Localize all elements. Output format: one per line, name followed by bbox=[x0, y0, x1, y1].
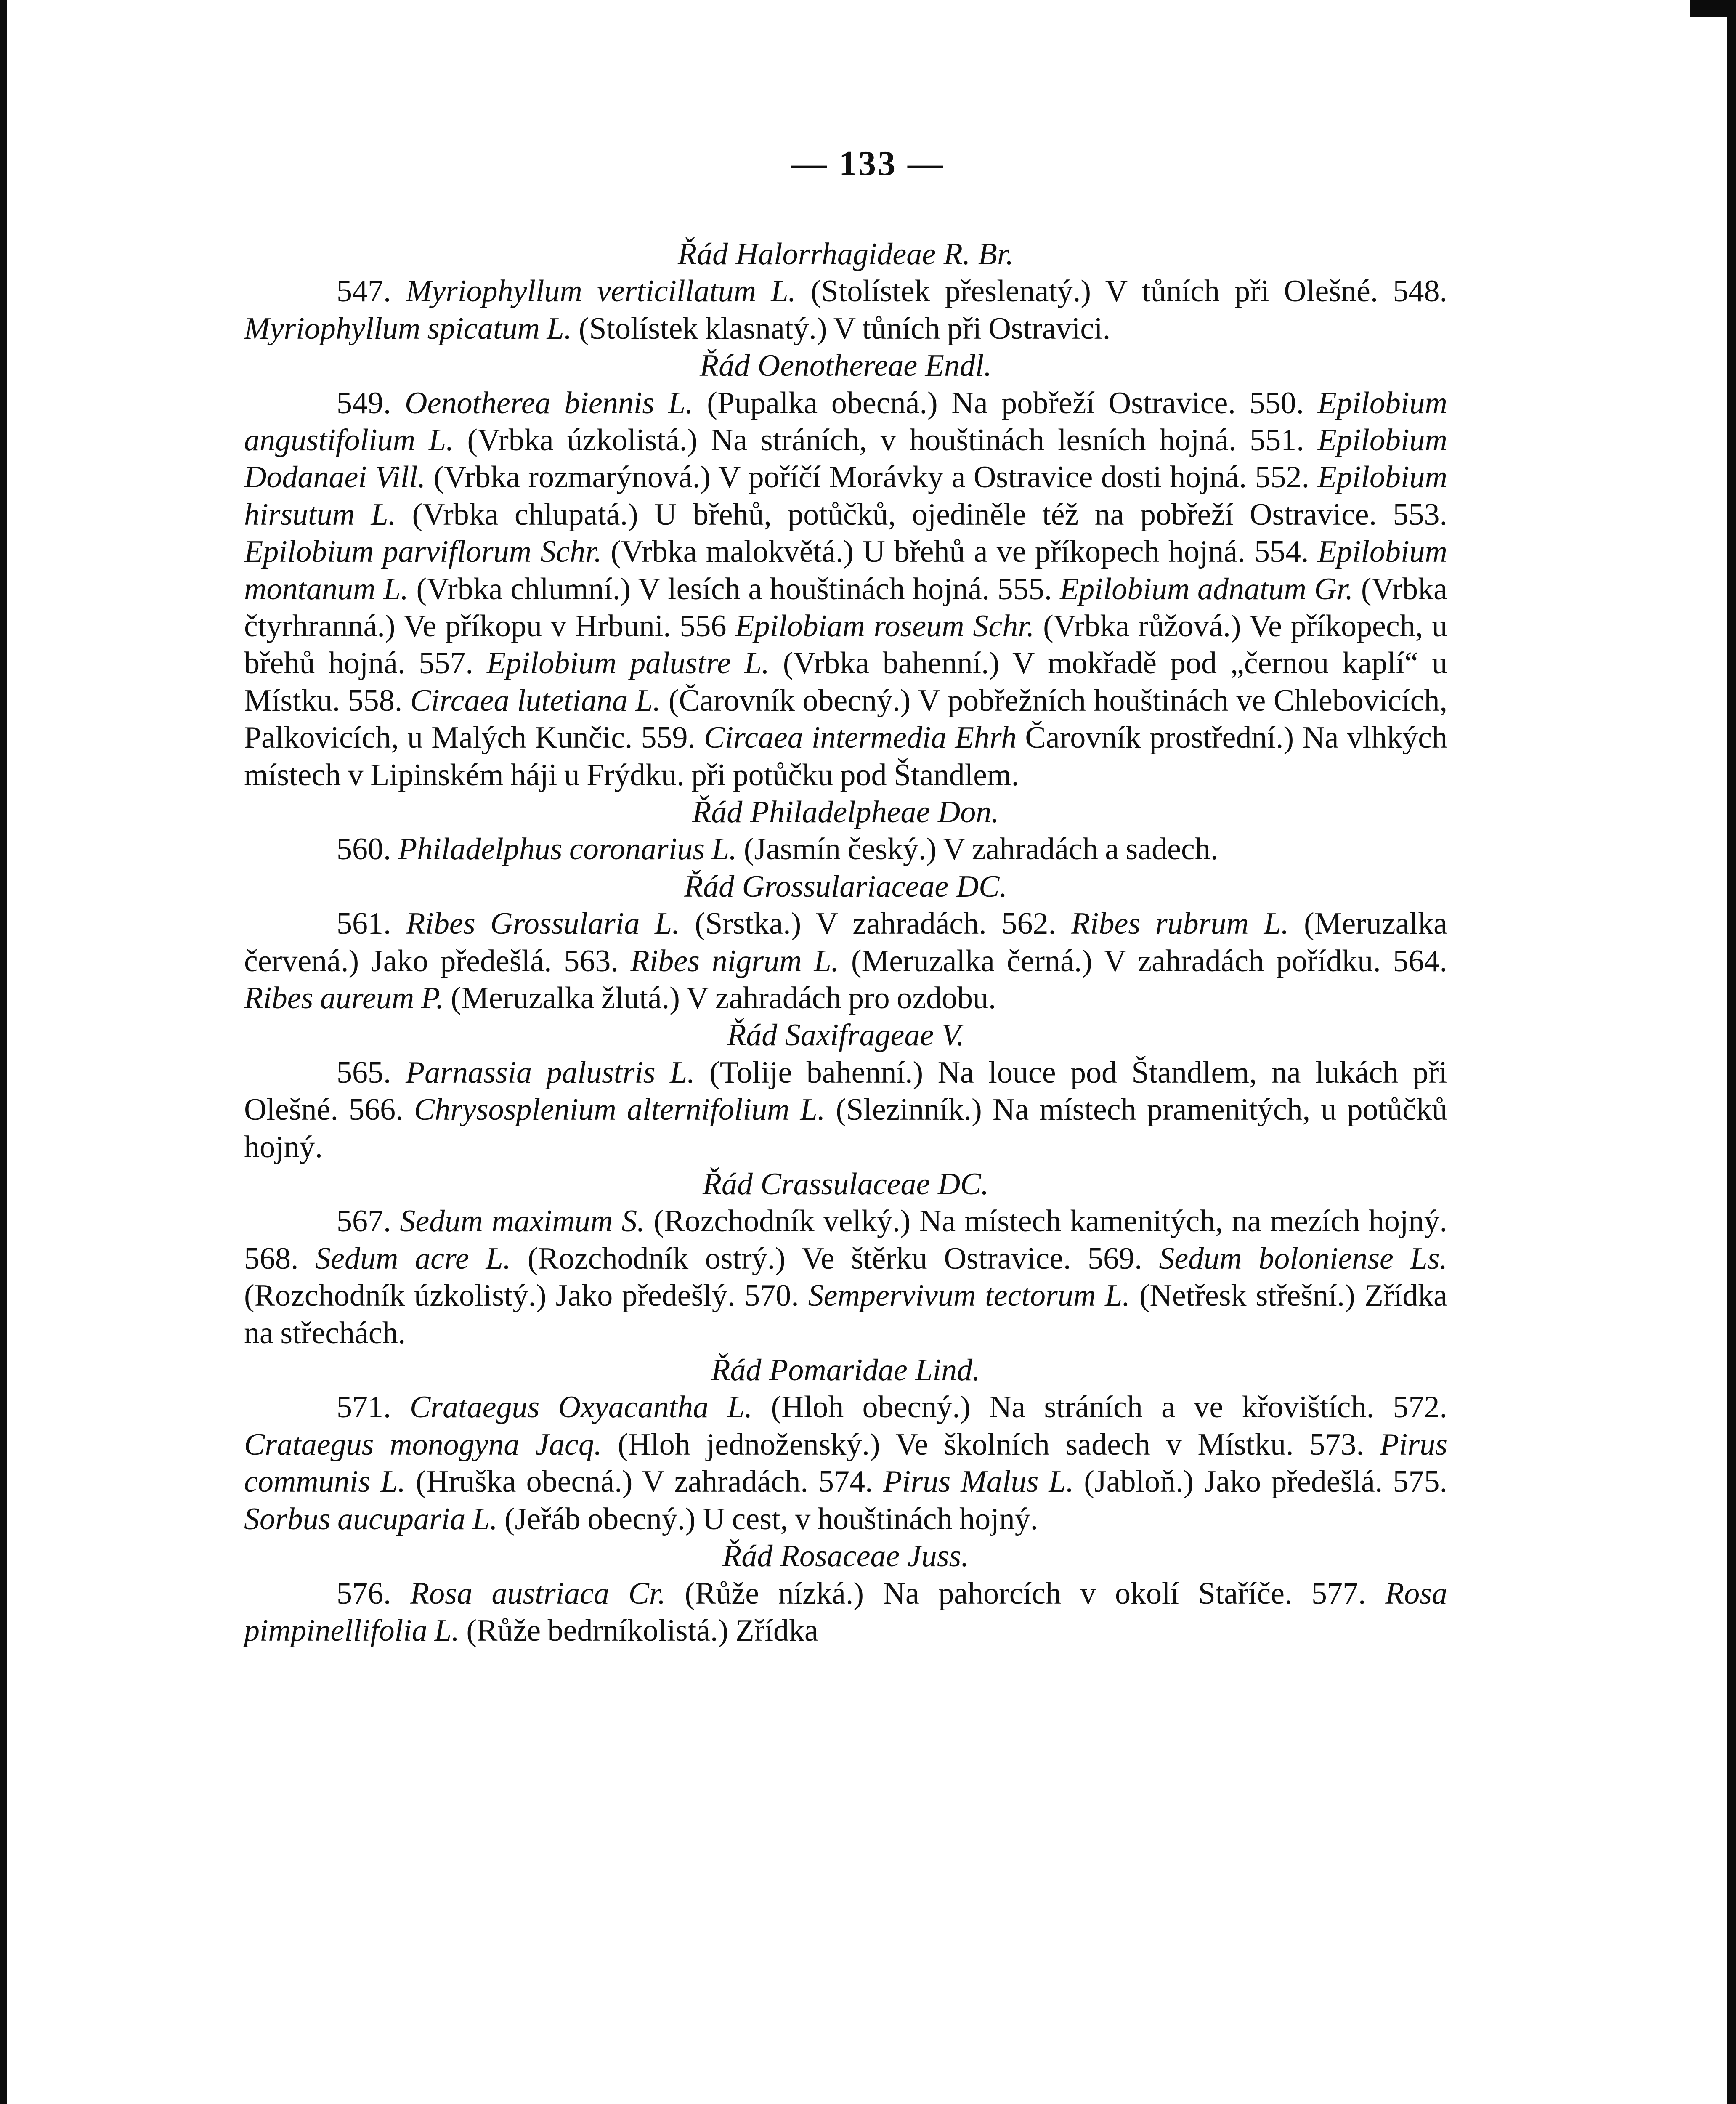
species-paragraph bbox=[244, 1575, 1447, 1650]
species-name: Circaea intermedia Ehrh bbox=[704, 720, 1017, 755]
species-name: Epilobium hirsutum L. bbox=[244, 460, 1447, 532]
species-name: Chrysosplenium alternifolium L. bbox=[414, 1092, 826, 1127]
paragraph-text: (Meruzalka červená.) Jako předešlá. 563. bbox=[244, 906, 1447, 978]
section-heading bbox=[244, 1538, 1447, 1575]
paragraph-text: (Rozchodník úzkolistý.) Jako předešlý. 570. bbox=[244, 1278, 808, 1313]
paragraph-text: (Růže bedrníkolistá.) Zřídka bbox=[459, 1613, 818, 1648]
species-paragraph bbox=[244, 905, 1447, 1017]
species-name: Pirus Malus L. bbox=[883, 1464, 1074, 1499]
section-heading bbox=[244, 1166, 1447, 1203]
species-name: Ribes nigrum L. bbox=[630, 943, 839, 978]
paragraph-text: 567. bbox=[337, 1204, 400, 1239]
paragraph-text: 547. bbox=[337, 274, 406, 309]
species-paragraph bbox=[244, 385, 1447, 794]
paragraph-text: (Meruzalka černá.) V zahradách pořídku. 564. bbox=[839, 943, 1447, 978]
paragraph-text: (Jabloň.) Jako předešlá. 575. bbox=[1074, 1464, 1447, 1499]
species-name: Myriophyllum verticillatum L. bbox=[406, 274, 796, 309]
section-heading-text: Řád Pomaridae Lind. bbox=[711, 1353, 980, 1388]
species-name: Pirus communis L. bbox=[244, 1427, 1447, 1499]
paragraph-text: (Pupalka obecná.) Na pobřeží Ostravice. 550. bbox=[693, 385, 1318, 420]
paragraph-text: 549. bbox=[337, 385, 405, 420]
document-body bbox=[244, 236, 1447, 1649]
section-heading bbox=[244, 236, 1447, 273]
page-number: — 133 — bbox=[791, 144, 945, 183]
species-name: Sempervivum tectorum L. bbox=[808, 1278, 1130, 1313]
paragraph-text: (Hruška obecná.) V zahradách. 574. bbox=[405, 1464, 883, 1499]
species-paragraph bbox=[244, 273, 1447, 347]
paragraph-text: (Růže nízká.) Na pahorcích v okolí Staříče. 577. bbox=[665, 1576, 1385, 1611]
paragraph-text: (Hloh obecný.) Na stráních a ve křovištích. 572. bbox=[752, 1390, 1447, 1425]
section-heading-text: Řád Crassulaceae DC. bbox=[702, 1167, 989, 1202]
paragraph-text: (Vrbka malokvětá.) U břehů a ve příkopech hojná. 554. bbox=[602, 534, 1318, 569]
species-name: Parnassia palustris L. bbox=[405, 1055, 695, 1090]
paragraph-text: (Jeřáb obecný.) U cest, v houštinách hojný. bbox=[497, 1501, 1038, 1536]
paragraph-text: (Vrbka chlumní.) V lesích a houštinách hojná. 555. bbox=[408, 571, 1060, 606]
species-name: Epilobium parviflorum Schr. bbox=[244, 534, 602, 569]
paragraph-text: 560. bbox=[337, 832, 398, 867]
paragraph-text: (Čarovník obecný.) V pobřežních houštinách ve Chlebovicích, Palkovicích, u Malých Kunčic. 559. bbox=[244, 683, 1447, 755]
paragraph-text: (Rozchodník ostrý.) Ve štěrku Ostravice. 569. bbox=[511, 1241, 1159, 1276]
paragraph-text: (Netřesk střešní.) Zřídka na střechách. bbox=[244, 1278, 1447, 1350]
paragraph-text: (Vrbka čtyrhranná.) Ve příkopu v Hrbuni. 556 bbox=[244, 571, 1447, 644]
species-paragraph bbox=[244, 1389, 1447, 1538]
species-name: Sedum acre L. bbox=[315, 1241, 511, 1276]
section-heading-text: Řád Halorrhagideae R. Br. bbox=[677, 237, 1014, 271]
paragraph-text: 565. bbox=[337, 1055, 406, 1090]
scan-edge-left bbox=[0, 0, 7, 2104]
section-heading-text: Řád Rosaceae Juss. bbox=[722, 1539, 969, 1574]
species-name: Epilobium montanum L. bbox=[244, 534, 1447, 606]
species-name: Crataegus monogyna Jacq. bbox=[244, 1427, 602, 1462]
section-heading-text: Řád Philadelpheae Don. bbox=[692, 795, 999, 830]
species-name: Ribes Grossularia L. bbox=[406, 906, 680, 941]
paragraph-text: 576. bbox=[337, 1576, 410, 1611]
section-heading bbox=[244, 1352, 1447, 1389]
species-name: Sedum maximum S. bbox=[400, 1204, 645, 1239]
paragraph-text: (Stolístek přeslenatý.) V tůních při Olešné. 548. bbox=[796, 274, 1448, 309]
paragraph-text: (Meruzalka žlutá.) V zahradách pro ozdobu. bbox=[443, 981, 996, 1016]
scan-edge-top bbox=[1690, 0, 1736, 17]
scan-edge-right bbox=[1727, 0, 1736, 2104]
species-name: Ribes aureum P. bbox=[244, 981, 444, 1016]
paragraph-text: (Stolístek klasnatý.) V tůních při Ostravici. bbox=[572, 311, 1111, 346]
species-name: Oenotherea biennis L. bbox=[405, 385, 693, 420]
section-heading bbox=[244, 1017, 1447, 1054]
section-heading bbox=[244, 794, 1447, 831]
paragraph-text: (Vrbka růžová.) Ve příkopech, u břehů hojná. 557. bbox=[244, 609, 1447, 681]
paragraph-text: (Vrbka bahenní.) V mokřadě pod „černou kaplí“ u Místku. 558. bbox=[244, 646, 1447, 718]
species-paragraph bbox=[244, 1203, 1447, 1352]
paragraph-text: (Slezinník.) Na místech pramenitých, u potůčků hojný. bbox=[244, 1092, 1447, 1164]
species-name: Sedum boloniense Ls. bbox=[1159, 1241, 1447, 1276]
species-paragraph bbox=[244, 831, 1447, 868]
species-name: Epilobium Dodanaei Vill. bbox=[244, 423, 1447, 495]
species-name: Epilobium palustre L. bbox=[486, 646, 770, 681]
paragraph-text: Čarovník prostřední.) Na vlhkých místech v Lipinském háji u Frýdku. při potůčku pod Štandlem. bbox=[244, 720, 1447, 792]
paragraph-text: (Hloh jednoženský.) Ve školních sadech v Místku. 573. bbox=[602, 1427, 1380, 1462]
species-name: Philadelphus coronarius L. bbox=[398, 832, 737, 867]
paragraph-text: (Tolije bahenní.) Na louce pod Štandlem, na lukách při Olešné. 566. bbox=[244, 1055, 1448, 1127]
section-heading bbox=[244, 868, 1447, 905]
paragraph-text: 571. bbox=[337, 1390, 410, 1425]
species-name: Ribes rubrum L. bbox=[1071, 906, 1289, 941]
species-paragraph bbox=[244, 1054, 1447, 1166]
section-heading bbox=[244, 347, 1447, 384]
species-name: Circaea lutetiana L. bbox=[410, 683, 661, 718]
species-name: Crataegus Oxyacantha L. bbox=[409, 1390, 753, 1425]
paragraph-text: (Rozchodník velký.) Na místech kamenitých, na mezích hojný. 568. bbox=[244, 1204, 1447, 1276]
species-name: Sorbus aucuparia L. bbox=[244, 1501, 498, 1536]
species-name: Epilobiam roseum Schr. bbox=[735, 609, 1035, 644]
species-name: Rosa pimpinellifolia L. bbox=[244, 1576, 1447, 1648]
species-name: Myriophyllum spicatum L. bbox=[244, 311, 572, 346]
species-name: Epilobium adnatum Gr. bbox=[1059, 571, 1354, 606]
paragraph-text: 561. bbox=[337, 906, 406, 941]
section-heading-text: Řád Oenothereae Endl. bbox=[700, 348, 992, 383]
paragraph-text: (Vrbka chlupatá.) U břehů, potůčků, ojediněle též na pobřeží Ostravice. 553. bbox=[396, 497, 1447, 532]
species-name: Rosa austriaca Cr. bbox=[410, 1576, 666, 1611]
paragraph-text: (Jasmín český.) V zahradách a sadech. bbox=[737, 832, 1218, 867]
section-heading-text: Řád Saxifrageae V. bbox=[727, 1018, 964, 1053]
section-heading-text: Řád Grossulariaceae DC. bbox=[684, 869, 1008, 904]
species-name: Epilobium angustifolium L. bbox=[244, 385, 1447, 457]
paragraph-text: (Srstka.) V zahradách. 562. bbox=[680, 906, 1071, 941]
paragraph-text: (Vrbka rozmarýnová.) V poříčí Morávky a Ostravice dosti hojná. 552. bbox=[425, 460, 1318, 495]
paragraph-text: (Vrbka úzkolistá.) Na stráních, v houštinách lesních hojná. 551. bbox=[454, 423, 1318, 457]
